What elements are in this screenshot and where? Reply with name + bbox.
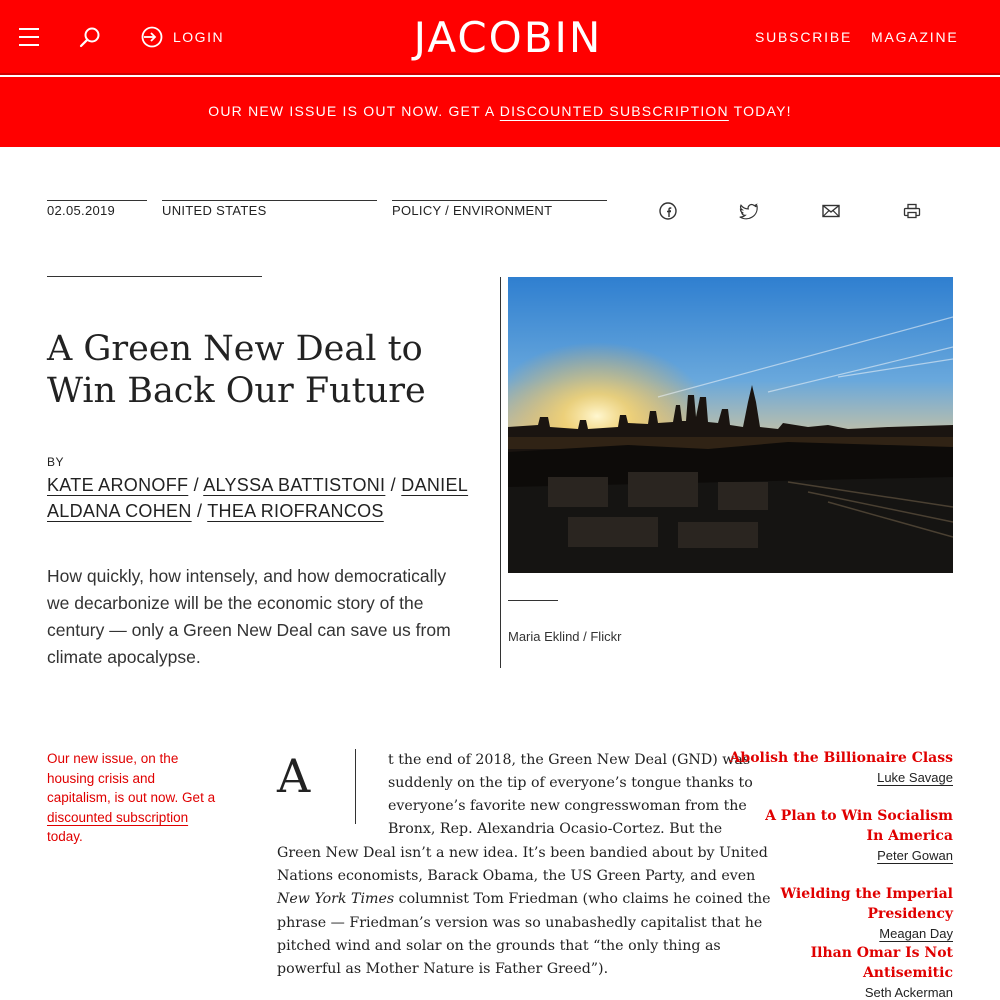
top-navigation-bar	[0, 0, 1000, 75]
article-topics[interactable]: POLICY / ENVIRONMENT	[392, 200, 607, 218]
body-line: suddenly on the tip of everyone’s tongue thanks to	[388, 775, 753, 791]
related-article-title[interactable]: Ilhan Omar Is Not Antisemitic	[810, 945, 953, 981]
related-article-author[interactable]: Seth Ackerman	[864, 985, 953, 1000]
byline-label: BY	[47, 455, 65, 469]
article-title: A Green New Deal to Win Back Our Future	[47, 329, 426, 411]
print-icon[interactable]	[902, 201, 922, 221]
image-caption: Maria Eklind / Flickr	[508, 629, 622, 644]
author-separator: /	[385, 475, 402, 495]
promo-prefix: OUR NEW ISSUE IS OUT NOW. GET A	[208, 103, 495, 119]
subscribe-link[interactable]: SUBSCRIBE	[755, 29, 853, 45]
article-dek: How quickly, how intensely, and how democratically we decarbonize will be the economic story of the century — only a Green New Deal can save us from climate apocalypse.	[47, 566, 451, 667]
drop-cap: A	[277, 749, 311, 803]
author-separator: /	[191, 501, 208, 521]
body-line: pitched wind and solar on the grounds that “the only thing as	[277, 938, 721, 954]
author-link[interactable]: THEA RIOFRANCOS	[207, 501, 384, 521]
body-line	[277, 888, 771, 911]
author-link[interactable]: KATE ARONOFF	[47, 475, 189, 495]
caption-rule	[508, 600, 558, 601]
login-icon	[141, 26, 163, 48]
related-article-author[interactable]: Luke Savage	[877, 770, 953, 785]
login-button[interactable]	[141, 26, 224, 48]
related-article	[723, 943, 953, 1000]
body-line: powerful as Mother Nature is Father Greed”).	[277, 961, 609, 977]
related-article-title[interactable]: A Plan to Win Socialism In America	[765, 808, 953, 844]
site-logo[interactable]: JACOBIN	[413, 13, 603, 62]
column-divider	[500, 277, 501, 668]
promo-banner	[0, 77, 1000, 147]
article-date: 02.05.2019	[47, 200, 147, 218]
search-icon[interactable]	[79, 26, 101, 48]
twitter-icon[interactable]	[739, 201, 759, 221]
body-line-rest: columnist Tom Friedman (who claims he coined the	[394, 891, 771, 907]
body-line: everyone’s favorite new congresswoman from the	[388, 798, 747, 814]
sidebar-promo-suffix: today.	[47, 829, 83, 844]
sidebar-promo	[47, 749, 217, 847]
body-line: phrase — Friedman’s version was so unabashedly capitalist that he	[277, 915, 763, 931]
author-link[interactable]: DANIEL ALDANA COHEN	[47, 475, 469, 521]
sidebar-subscription-link[interactable]: discounted subscription	[47, 809, 189, 825]
related-article	[760, 806, 953, 865]
related-article-title[interactable]: Wielding the Imperial Presidency	[780, 886, 953, 922]
author-link[interactable]: ALYSSA BATTISTONI	[203, 475, 386, 495]
login-label: LOGIN	[173, 29, 225, 45]
related-article-author[interactable]: Peter Gowan	[877, 848, 953, 863]
promo-subscription-link[interactable]: DISCOUNTED SUBSCRIPTION	[499, 103, 729, 119]
related-article-author[interactable]: Meagan Day	[879, 926, 953, 941]
related-article-title[interactable]: Abolish the Billionaire Class	[729, 750, 953, 766]
publication-name: New York Times	[277, 891, 395, 907]
magazine-link[interactable]: MAGAZINE	[871, 29, 959, 45]
body-line: Green New Deal isn’t a new idea. It’s been bandied about by United	[277, 845, 768, 861]
author-list	[47, 472, 477, 524]
title-rule	[47, 276, 262, 277]
body-line: Nations economists, Barack Obama, the US Green Party, and even	[277, 868, 756, 884]
article-region[interactable]: UNITED STATES	[162, 200, 377, 218]
email-icon[interactable]	[821, 201, 841, 221]
author-separator: /	[188, 475, 204, 495]
sidebar-promo-prefix: Our new issue, on the housing crisis and capitalism, is out now. Get a	[47, 751, 216, 805]
menu-icon[interactable]	[19, 28, 39, 46]
body-line: t the end of 2018, the Green New Deal (GND) was	[388, 752, 751, 768]
related-article	[723, 884, 953, 943]
related-article	[723, 748, 953, 787]
drop-cap-rule	[355, 749, 356, 824]
facebook-icon[interactable]	[658, 201, 678, 221]
body-line: Bronx, Rep. Alexandria Ocasio-Cortez. But the	[388, 821, 723, 837]
promo-suffix: TODAY!	[733, 103, 792, 119]
hero-image	[508, 277, 953, 573]
